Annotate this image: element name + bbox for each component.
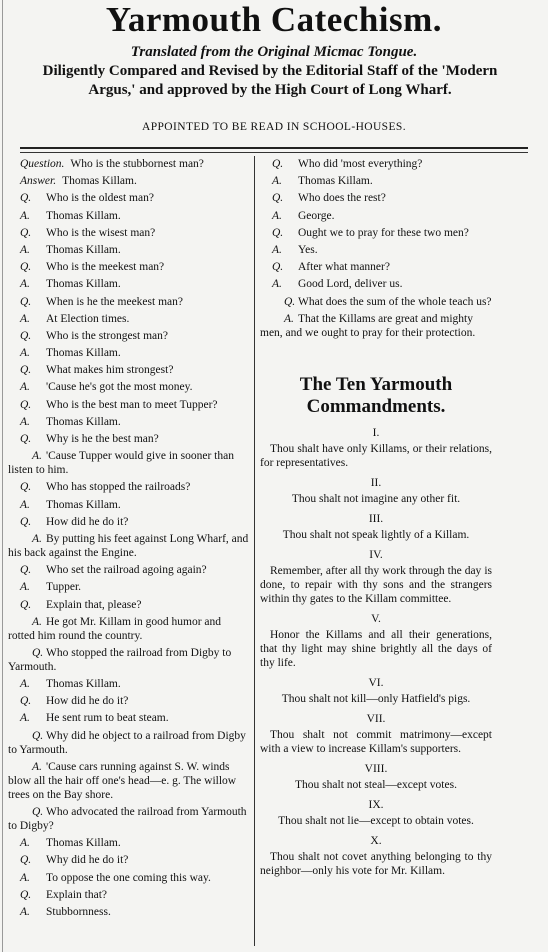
qa-line	[8, 415, 250, 429]
qa-label: Q.	[20, 481, 32, 494]
qa-line	[260, 312, 492, 340]
commandment-text: Remember, after all thy work through the day is done, to repair with thy sons and the strangers within thy gates to the Killam committee.	[260, 564, 492, 605]
right-qa-list	[260, 157, 492, 340]
qa-line	[260, 277, 492, 291]
qa-text: Thomas Killam.	[298, 175, 373, 188]
qa-label: Q.	[20, 192, 32, 205]
qa-text: How did he do it?	[46, 695, 129, 708]
qa-line	[8, 729, 250, 757]
qa-label: A.	[20, 415, 30, 428]
qa-label: Q.	[20, 433, 32, 445]
qa-label: A.	[20, 347, 30, 360]
qa-line	[8, 432, 250, 446]
qa-text: Thomas Killam.	[46, 243, 121, 256]
qa-label: Q.	[20, 226, 32, 239]
commandment-text: Thou shalt not commit matrimony—except with a view to increase Killam's supporters.	[260, 728, 492, 755]
qa-line	[8, 615, 250, 643]
qa-line	[8, 515, 250, 529]
qa-label: Q.	[20, 598, 32, 611]
qa-label: Q.	[20, 515, 32, 528]
qa-text: 'Cause Tupper would give in sooner than listen to him.	[8, 450, 234, 477]
qa-line	[260, 209, 492, 223]
qa-line	[8, 598, 250, 612]
qa-text: Who is the strongest man?	[46, 329, 169, 342]
qa-line	[8, 805, 250, 833]
qa-label: A.	[20, 871, 30, 884]
qa-label: Q.	[272, 158, 284, 170]
qa-label: Question.	[20, 158, 65, 170]
qa-label: A.	[32, 532, 42, 545]
qa-label: A.	[272, 278, 282, 291]
qa-label: Q.	[20, 364, 32, 377]
qa-label: Answer.	[20, 175, 57, 188]
qa-label: A.	[32, 450, 42, 463]
qa-text: Yes.	[298, 243, 318, 256]
qa-text: Who is the oldest man?	[46, 192, 154, 205]
qa-text: Good Lord, deliver us.	[298, 278, 403, 291]
commandment-text: Thou shalt not lie—except to obtain votes.	[278, 814, 474, 827]
qa-text: Thomas Killam.	[46, 209, 121, 222]
qa-text: Who is the meekest man?	[46, 261, 165, 274]
qa-text: How did he do it?	[46, 515, 129, 528]
qa-line	[8, 480, 250, 494]
qa-line	[8, 711, 250, 725]
qa-text: What does the sum of the whole teach us?	[298, 295, 492, 308]
qa-label: A.	[272, 175, 282, 188]
qa-label: Q.	[20, 888, 32, 901]
qa-line	[8, 346, 250, 360]
qa-line	[8, 363, 250, 377]
qa-line	[8, 243, 250, 257]
qa-text: Why is he the best man?	[46, 433, 159, 445]
qa-text: Thomas Killam.	[62, 175, 137, 188]
qa-text: Thomas Killam.	[46, 415, 121, 428]
qa-label: A.	[20, 837, 30, 850]
qa-text: By putting his feet against Long Wharf, and his back against the Engine.	[8, 532, 249, 559]
commandment-number: IV.	[369, 548, 383, 561]
qa-text: Thomas Killam.	[46, 678, 121, 691]
qa-label: A.	[272, 209, 282, 222]
page-title: Yarmouth Catechism.	[105, 0, 443, 39]
qa-line	[8, 498, 250, 512]
qa-label: Q.	[20, 261, 32, 274]
commandment-number: IX.	[368, 798, 384, 811]
qa-line	[8, 449, 250, 477]
qa-line	[8, 853, 250, 867]
qa-label: A.	[20, 278, 30, 291]
qa-line	[8, 646, 250, 674]
qa-text: 'Cause cars running against S. W. winds blow all the hair off one's head—e. g. The willow trees on the Bay shore.	[8, 760, 237, 801]
qa-line	[8, 905, 250, 919]
qa-line	[260, 243, 492, 257]
qa-label: Q.	[20, 564, 32, 577]
qa-label: A.	[20, 243, 30, 256]
qa-label: A.	[20, 498, 30, 511]
qa-text: Who did 'most everything?	[298, 158, 423, 170]
qa-text: To oppose the one coming this way.	[46, 871, 211, 884]
commandment-text: Thou shalt not covet anything belonging to thy neighbor—only his vote for Mr. Killam.	[260, 850, 492, 877]
qa-label: Q.	[20, 329, 32, 342]
commandment-text: Honor the Killams and all their generations, that thy light may shine brightly all the days of thy life.	[260, 628, 492, 669]
qa-text: Who set the railroad agoing again?	[46, 564, 207, 577]
qa-text: Who advocated the railroad from Yarmouth to Digby?	[8, 806, 247, 832]
page-edge	[2, 0, 3, 952]
commandment-number: III.	[368, 512, 384, 525]
qa-label: Q.	[32, 729, 44, 742]
commandment-text: Thou shalt not speak lightly of a Killam.	[282, 528, 470, 541]
commandments-list	[260, 426, 492, 878]
header-rule	[20, 147, 528, 149]
qa-label: A.	[20, 712, 30, 725]
commandment-text: Thou shalt not imagine any other fit.	[291, 492, 461, 505]
qa-text: Why did he object to a railroad from Digby to Yarmouth.	[8, 729, 246, 756]
qa-label: Q.	[272, 226, 284, 239]
qa-text: Tupper.	[46, 581, 82, 594]
qa-label: A.	[20, 209, 30, 222]
qa-label: A.	[20, 312, 30, 325]
qa-line	[8, 157, 250, 171]
qa-label: A.	[20, 905, 30, 918]
appointed-notice: APPOINTED TO BE READ IN SCHOOL-HOUSES.	[142, 121, 406, 133]
qa-label: Q.	[20, 295, 32, 308]
commandment-number: VI.	[368, 676, 384, 689]
qa-label: Q.	[20, 398, 32, 411]
approval-statement: Diligently Compared and Revised by the Editorial Staff of the 'Modern Argus,' and approved by the High Court of Long Wharf.	[42, 63, 498, 98]
qa-line	[260, 174, 492, 188]
qa-label: Q.	[20, 854, 32, 867]
qa-text: He sent rum to beat steam.	[46, 712, 169, 725]
qa-line	[8, 260, 250, 274]
qa-line	[8, 312, 250, 326]
qa-line	[8, 580, 250, 594]
qa-text: 'Cause he's got the most money.	[46, 381, 193, 394]
qa-line	[260, 226, 492, 240]
qa-line	[260, 191, 492, 205]
qa-text: At Election times.	[46, 312, 130, 325]
qa-line	[8, 563, 250, 577]
qa-label: Q.	[272, 261, 284, 274]
qa-line	[8, 836, 250, 850]
qa-text: Who does the rest?	[298, 192, 386, 205]
qa-text: Who is the wisest man?	[46, 226, 156, 239]
commandment-number: VII.	[366, 712, 386, 725]
right-column	[260, 157, 492, 882]
qa-text: Who is the stubbornest man?	[70, 158, 204, 170]
qa-label: A.	[284, 312, 294, 325]
qa-line	[8, 694, 250, 708]
commandment-text: Thou shalt not kill—only Hatfield's pigs.	[281, 692, 471, 705]
qa-line	[8, 191, 250, 205]
qa-line	[8, 398, 250, 412]
commandment-text: Thou shalt not steal—except votes.	[295, 778, 457, 791]
commandment-number: I.	[372, 426, 380, 439]
subtitle: Translated from the Original Micmac Tongue.	[130, 44, 418, 60]
qa-label: A.	[32, 615, 42, 628]
qa-text: Who is the best man to meet Tupper?	[46, 398, 218, 411]
commandments-title: The Ten Yarmouth Commandments.	[299, 373, 453, 417]
commandment-text: Thou shalt have only Killams, or their relations, for representatives.	[260, 442, 492, 469]
qa-text: Why did he do it?	[46, 854, 129, 867]
header-rule-thin	[20, 152, 528, 153]
qa-label: Q.	[284, 295, 296, 308]
qa-line	[8, 226, 250, 240]
qa-text: Thomas Killam.	[46, 347, 121, 360]
commandment-number: II.	[370, 476, 382, 489]
commandment-number: V.	[371, 612, 381, 625]
qa-line	[8, 277, 250, 291]
qa-label: A.	[20, 581, 30, 594]
qa-line	[8, 380, 250, 394]
qa-line	[8, 209, 250, 223]
qa-line	[260, 295, 492, 309]
qa-line	[8, 329, 250, 343]
qa-text: Who has stopped the railroads?	[46, 481, 191, 494]
qa-line	[8, 760, 250, 802]
qa-label: A.	[20, 381, 30, 394]
qa-text: After what manner?	[298, 261, 390, 274]
column-divider	[254, 156, 255, 946]
commandment-number: X.	[370, 834, 382, 847]
qa-text: Who stopped the railroad from Digby to Yarmouth.	[8, 646, 232, 673]
qa-text: Ought we to pray for these two men?	[298, 226, 469, 239]
qa-text: What makes him strongest?	[46, 364, 174, 377]
qa-label: A.	[272, 243, 282, 256]
qa-line	[260, 260, 492, 274]
qa-line	[8, 174, 250, 188]
qa-label: Q.	[32, 806, 44, 818]
qa-line	[8, 532, 250, 560]
qa-text: Stubbornness.	[46, 905, 111, 918]
qa-text: When is he the meekest man?	[46, 295, 183, 308]
qa-label: A.	[32, 760, 42, 773]
qa-line	[8, 871, 250, 885]
qa-text: He got Mr. Killam in good humor and rotted him round the country.	[8, 615, 222, 642]
qa-text: George.	[298, 209, 335, 222]
left-column	[8, 157, 250, 922]
qa-line	[8, 295, 250, 309]
qa-label: Q.	[272, 192, 284, 205]
qa-label: A.	[20, 678, 30, 691]
qa-label: Q.	[32, 646, 44, 659]
commandment-number: VIII.	[364, 762, 388, 775]
qa-text: Explain that, please?	[46, 598, 142, 611]
qa-line	[8, 677, 250, 691]
qa-line	[260, 157, 492, 171]
qa-label: Q.	[20, 695, 32, 708]
qa-text: Explain that?	[46, 888, 107, 901]
qa-line	[8, 888, 250, 902]
qa-text: Thomas Killam.	[46, 278, 121, 291]
qa-text: That the Killams are great and mighty men, and we ought to pray for their protection.	[260, 312, 476, 339]
qa-text: Thomas Killam.	[46, 837, 121, 850]
qa-text: Thomas Killam.	[46, 498, 121, 511]
